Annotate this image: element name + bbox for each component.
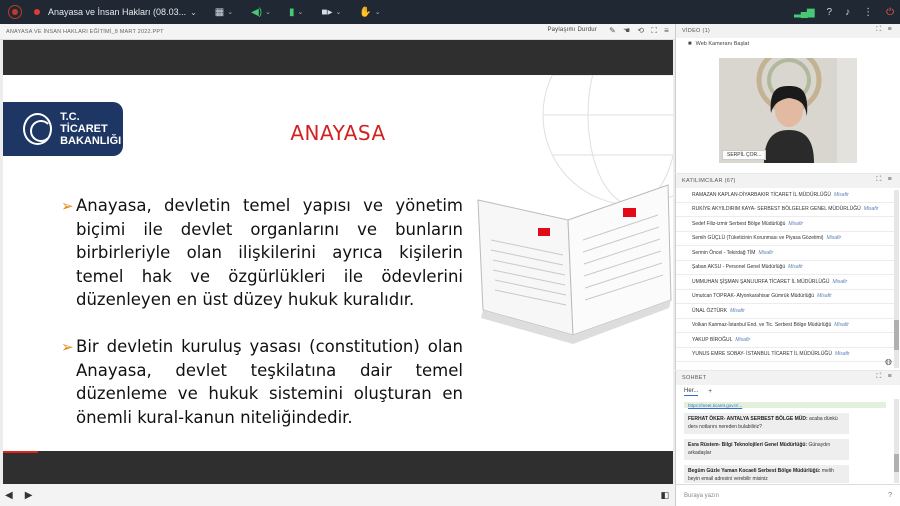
logo-icon bbox=[8, 5, 22, 19]
start-webcam-button[interactable] bbox=[688, 41, 900, 47]
bullet-arrow-icon: ➢ bbox=[61, 197, 74, 215]
sync-icon[interactable]: ⟲ bbox=[637, 26, 645, 35]
message-author: Begüm Güzle Yaman Kocaeli Serbest Bölge Müdürlüğü: bbox=[688, 468, 821, 474]
help-icon[interactable]: ? bbox=[888, 492, 892, 499]
logo-line-1: T.C. TİCARET bbox=[60, 111, 108, 135]
participants-list[interactable] bbox=[676, 188, 894, 370]
pen-icon[interactable]: ✎ bbox=[609, 26, 617, 35]
meeting-title[interactable]: Anayasa ve İnsan Hakları (08.03... bbox=[48, 7, 187, 17]
participant-role: Misafir bbox=[863, 206, 879, 213]
chat-message bbox=[684, 465, 849, 483]
chevron-down-icon: ⌄ bbox=[265, 9, 272, 16]
presentation-filename: ANAYASA VE İNSAN HAKLARI EĞİTİMİ_8 MART 2022.PPT bbox=[6, 28, 164, 35]
video-pod-header bbox=[676, 24, 900, 38]
camera-button[interactable] bbox=[321, 7, 341, 18]
list-item[interactable] bbox=[676, 232, 894, 247]
top-bar bbox=[0, 0, 900, 24]
speaker-button[interactable] bbox=[251, 7, 271, 18]
message-text: Günaydın arkadaşlar bbox=[688, 442, 831, 456]
fullscreen-icon[interactable]: ⛶ bbox=[876, 373, 882, 380]
list-item[interactable] bbox=[676, 217, 894, 232]
participant-role: Misafir bbox=[834, 351, 850, 358]
participant-name: Umutcan TOPRAK- Afyonkarahisar Gümrük Müdürlüğü bbox=[692, 293, 815, 300]
stop-sharing-button[interactable]: Paylaşımı Durdur bbox=[547, 27, 597, 33]
list-item[interactable] bbox=[676, 333, 894, 348]
menu-icon[interactable]: ≡ bbox=[887, 176, 892, 183]
video-pod-title: VİDEO (1) bbox=[682, 28, 711, 34]
participant-name: Semih GÜÇLÜ (Tüketicinin Korunması ve Piyasa Gözetimi) bbox=[692, 235, 824, 242]
list-item[interactable] bbox=[676, 348, 894, 363]
participant-name: RUKİYE AKYILDIRIM KAYA- SERBEST BÖLGELER GENEL MÜDÜRLÜĞÜ bbox=[692, 206, 861, 213]
list-item[interactable] bbox=[676, 261, 894, 276]
fullscreen-icon[interactable]: ⛶ bbox=[651, 26, 658, 35]
participant-name: YAKUP BİROĞUL bbox=[692, 336, 733, 343]
mic-button[interactable] bbox=[289, 7, 303, 18]
participant-role: Misafir bbox=[788, 264, 803, 271]
speaker-icon: ◀) bbox=[251, 6, 263, 18]
participant-video[interactable] bbox=[719, 58, 857, 163]
participant-name: RAMAZAN KAPLAN-DİYARBAKIR TİCARET İL MÜDÜRLÜĞÜ bbox=[692, 191, 832, 198]
raise-hand-button[interactable] bbox=[359, 7, 380, 18]
participant-name: ÜNAL ÖZTÜRK bbox=[692, 307, 728, 314]
list-item[interactable] bbox=[676, 246, 894, 261]
participants-scrollbar[interactable] bbox=[894, 190, 899, 368]
chevron-down-icon: ⌄ bbox=[374, 9, 381, 16]
participant-role: Misafir bbox=[834, 191, 849, 198]
logo-line-2: BAKANLIĞI bbox=[60, 135, 122, 147]
side-panels bbox=[675, 24, 900, 506]
slide-letterbox-top bbox=[3, 40, 673, 75]
participants-pod-title: KATILIMCILAR (67) bbox=[682, 178, 736, 184]
message-text: melih beyin email adresini verebilir misiniz bbox=[688, 468, 834, 482]
fullscreen-icon[interactable]: ⛶ bbox=[876, 26, 882, 33]
presentation-pod bbox=[0, 24, 675, 506]
next-slide-button[interactable]: ▶ bbox=[24, 489, 33, 501]
message-author: Esra Rüstem- Bilgi Teknolojileri Genel Müdürlüğü: bbox=[688, 442, 808, 448]
bullet-arrow-icon: ➢ bbox=[61, 338, 74, 356]
chat-message bbox=[684, 413, 849, 434]
chat-input-placeholder: Buraya yazın bbox=[684, 492, 720, 499]
chat-pod-header bbox=[676, 371, 900, 385]
participant-role: Misafir bbox=[730, 307, 745, 314]
slide-letterbox-bottom bbox=[3, 451, 673, 484]
chat-tabs bbox=[676, 385, 900, 399]
list-item[interactable] bbox=[676, 319, 894, 334]
chevron-down-icon[interactable]: ⌄ bbox=[190, 7, 197, 17]
slide bbox=[3, 75, 673, 451]
presentation-header bbox=[0, 24, 675, 40]
layout-icon: ▦ bbox=[214, 6, 225, 18]
chat-scrollbar[interactable] bbox=[894, 399, 899, 483]
participant-role: Misafir bbox=[758, 249, 774, 256]
menu-icon[interactable]: ≡ bbox=[664, 26, 669, 35]
camera-icon: ■ bbox=[688, 41, 692, 47]
participants-pod bbox=[675, 174, 900, 370]
fullscreen-icon[interactable]: ⛶ bbox=[876, 176, 882, 183]
tab-everyone[interactable]: Her... bbox=[684, 388, 699, 394]
list-item[interactable] bbox=[676, 203, 894, 218]
menu-icon[interactable]: ≡ bbox=[887, 26, 892, 33]
fit-to-width-icon[interactable]: ◧ bbox=[660, 489, 669, 500]
participant-role: Misafir bbox=[788, 220, 804, 227]
participant-role: Misafir bbox=[817, 293, 832, 300]
slide-bullet-2: Bir devletin kuruluş yasası (constitution) olan Anayasa, devlet teşkilatına dair temel düzenleme ve hukuk sistemini oluşturan en önemli kural-kanun niteliğindedir. bbox=[76, 337, 463, 427]
chat-input[interactable] bbox=[676, 484, 900, 506]
prev-slide-button[interactable]: ◀ bbox=[5, 489, 13, 501]
list-item[interactable] bbox=[676, 275, 894, 290]
chat-pod-title: SOHBET bbox=[682, 375, 707, 381]
list-item[interactable] bbox=[676, 188, 894, 203]
participant-name: Sedef Filiz-izmir Serbest Bölge Müdürlüğü bbox=[692, 220, 786, 227]
slide-bullet-1: Anayasa, devletin temel yapısı ve yönetim biçimi ile devlet organlarını ve bunların birbirleriyle olan ilişkilerini ayrıca kişilerin temel hak ve özgürlükleri ile ödevlerini düzenleyen en üst düzey hukuk kuralıdır. bbox=[76, 196, 463, 309]
presentation-footer bbox=[0, 484, 675, 506]
participants-pod-header bbox=[676, 174, 900, 188]
pointer-icon[interactable]: ☚ bbox=[623, 26, 631, 35]
participant-name: UMMUHAN ŞİŞMAN ŞANLIURFA TİCARET İL MÜDÜRLÜĞÜ bbox=[692, 278, 830, 285]
list-item[interactable] bbox=[676, 304, 894, 319]
chat-pod bbox=[675, 371, 900, 506]
camera-icon: ■▸ bbox=[321, 6, 333, 18]
participant-role: Misafir bbox=[832, 278, 848, 285]
help-icon[interactable]: ? bbox=[826, 6, 833, 18]
add-tab-button[interactable]: + bbox=[708, 389, 712, 395]
globe-icon[interactable]: ◍ bbox=[885, 357, 892, 366]
hand-icon: ✋ bbox=[359, 6, 372, 18]
video-pod bbox=[675, 24, 900, 173]
message-author: FERHAT ÖKER- ANTALYA SERBEST BÖLGE MÜD: bbox=[688, 416, 808, 422]
menu-icon[interactable]: ≡ bbox=[887, 373, 892, 380]
slide-title: ANAYASA bbox=[290, 121, 386, 145]
chevron-down-icon: ⌄ bbox=[335, 9, 342, 16]
participant-video-name: SERPİL ÇOR... bbox=[722, 150, 766, 160]
mic-icon: ▮ bbox=[289, 6, 295, 18]
chat-message bbox=[684, 439, 849, 460]
chevron-down-icon: ⌄ bbox=[297, 9, 304, 16]
participant-role: Misafir bbox=[834, 322, 849, 329]
video-feed-icon bbox=[719, 58, 857, 163]
bell-icon[interactable]: ♪ bbox=[845, 6, 851, 18]
chat-link[interactable]: https://meet.ticaret.gov.tr/... bbox=[684, 402, 886, 408]
participant-name: YUNUS EMRE SOBAY- İSTANBUL TİCARET İL MÜDÜRLÜĞÜ bbox=[692, 351, 832, 358]
participant-name: Volkan Kanmaz-İstanbul End. ve Tic. Serbest Bölge Müdürlüğü bbox=[692, 322, 832, 329]
signal-icon[interactable]: ▂▄▆ bbox=[794, 6, 814, 18]
record-icon bbox=[34, 9, 40, 15]
participant-name: Sermin Öncel - Tekirdağ TİM bbox=[692, 249, 756, 256]
layout-button[interactable] bbox=[215, 7, 233, 18]
power-icon[interactable]: ⏻ bbox=[886, 6, 894, 18]
participant-role: Misafir bbox=[826, 235, 842, 242]
chat-messages[interactable] bbox=[676, 399, 894, 483]
chevron-down-icon: ⌄ bbox=[227, 9, 234, 16]
message-text: acaba dünkü ders notlarını nereden bulabiliriz? bbox=[688, 416, 838, 430]
participant-role: Misafir bbox=[735, 336, 751, 343]
list-item[interactable] bbox=[676, 290, 894, 305]
settings-icon[interactable]: ⋮ bbox=[863, 6, 874, 18]
start-webcam-label: Web Kameranı Başlat bbox=[695, 41, 750, 47]
participant-name: Şaban AKSU - Personel Genel Müdürlüğü bbox=[692, 264, 786, 271]
constitution-book-icon bbox=[473, 160, 673, 350]
